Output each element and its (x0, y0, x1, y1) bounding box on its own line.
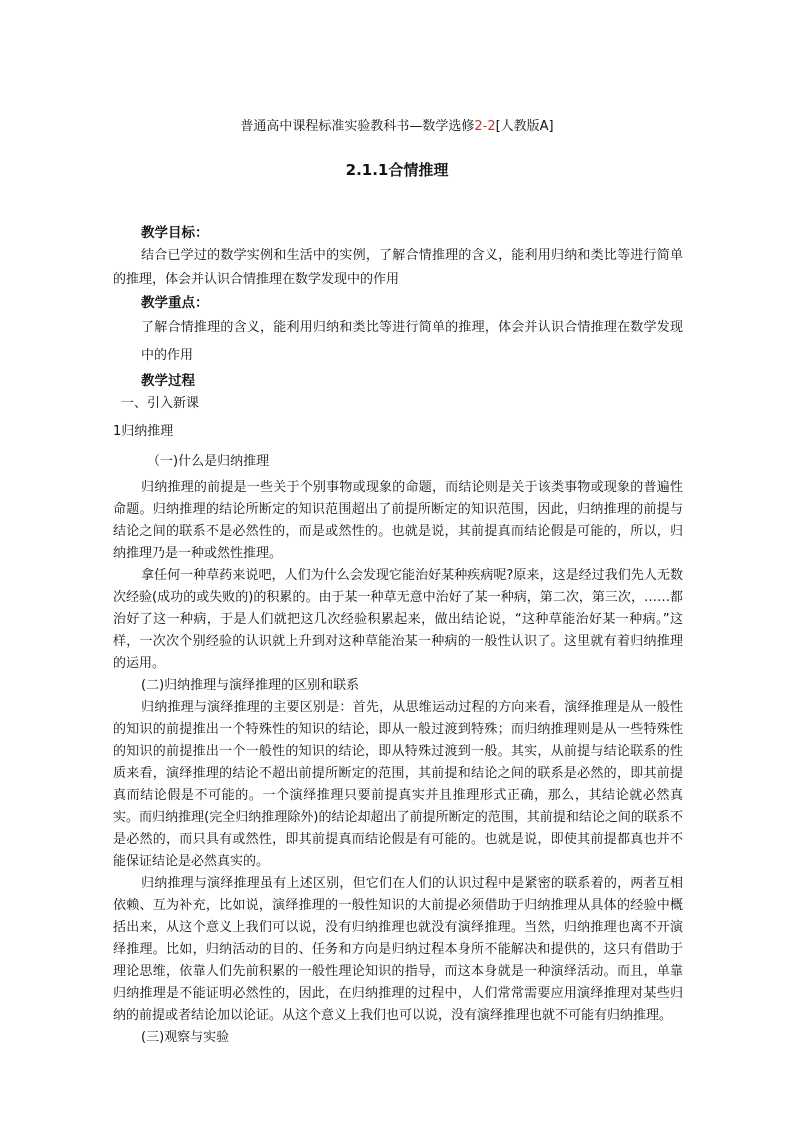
paragraph-connection: 归纳推理与演绎推理虽有上述区别，但它们在人们的认识过程中是紧密的联系着的，两者互相依赖、互为补充，比如说，演绎推理的一般性知识的大前提必须借助于归纳推理从具体的经验中概括出来，从这个意义上我们可以说，没有归纳推理也就没有演绎推理。当然，归纳推理也离不开演绎推理。比如，归纳活动的目的、任务和方向是归纳过程本身所不能解决和提供的，这只有借助于理论思维，依靠人们先前积累的一般性理论知识的指导，而这本身就是一种演绎活动。而且，单靠归纳推理是不能证明必然性的，因此，在归纳推理的过程中，人们常常需要应用演绎推理对某些归纳的前提或者结论加以论证。从这个意义上我们也可以说，没有演绎推理也就不可能有归纳推理。 (113, 876, 683, 1023)
question-difference: (二)归纳推理与演绎推理的区别和联系 (141, 678, 360, 693)
question-observation: (三)观察与实验 (141, 1030, 230, 1045)
course-header (0, 118, 794, 136)
process-heading: 教学过程 (141, 373, 195, 389)
objectives-text: 结合已学过的数学实例和生活中的实例，了解合情推理的含义，能利用归纳和类比等进行简单的推理，体会并认识合情推理在数学发现中的作用 (113, 248, 683, 287)
key-points-text: 了解合情推理的含义，能利用归纳和类比等进行简单的推理，体会并认识合情推理在数学发现中的作用 (141, 320, 683, 363)
key-points-heading: 教学重点： (141, 295, 209, 311)
header-prefix: 普通高中课程标准实验教科书—数学选修 (240, 119, 475, 134)
objectives-heading: 教学目标： (141, 225, 209, 241)
header-version: 2-2 (474, 119, 496, 134)
paragraph-herb-example: 拿任何一种草药来说吧，人们为什么会发现它能治好某种疾病呢?原来，这是经过我们先人无数次经验(成功的或失败的)的积累的。由于某一种草无意中治好了某一种病，第二次，第三次，……都治好了这一种病，于是人们就把这几次经验积累起来，做出结论说，“这种草能治好某一种病。”这样，一次次个别经验的认识就上升到对这种草能治某一种病的一般性认识了。这里就有着归纳推理的运用。 (113, 568, 683, 671)
lesson-title: 2.1.1合情推理 (345, 161, 449, 179)
subsection-induction: 1归纳推理 (113, 424, 174, 439)
header-suffix: [人教版A] (495, 119, 554, 134)
section-intro: 一、引入新课 (121, 396, 200, 411)
paragraph-induction-definition: 归纳推理的前提是一些关于个别事物或现象的命题，而结论则是关于该类事物或现象的普遍性命题。归纳推理的结论所断定的知识范围超出了前提所断定的知识范围，因此，归纳推理的前提与结论之间的联系不是必然性的，而是或然性的。也就是说，其前提真而结论假是可能的，所以，归纳推理乃是一种或然性推理。 (113, 480, 683, 561)
lesson-body (113, 222, 683, 1049)
question-what-is-induction: （一)什么是归纳推理 (147, 454, 270, 469)
paragraph-difference: 归纳推理与演绎推理的主要区别是：首先，从思维运动过程的方向来看，演绎推理是从一般性的知识的前提推出一个特殊性的知识的结论，即从一般过渡到特殊；而归纳推理则是从一些特殊性的知识的前提推出一个一般性的知识的结论，即从特殊过渡到一般。其实，从前提与结论联系的性质来看，演绎推理的结论不超出前提所断定的范围，其前提和结论之间的联系是必然的，即其前提真而结论假是不可能的。一个演绎推理只要前提真实并且推理形式正确，那么，其结论就必然真实。而归纳推理(完全归纳推理除外)的结论却超出了前提所断定的范围，其前提和结论之间的联系不是必然的，而只具有或然性，即其前提真而结论假是有可能的。也就是说，即使其前提都真也并不能保证结论是必然真实的。 (113, 700, 683, 869)
